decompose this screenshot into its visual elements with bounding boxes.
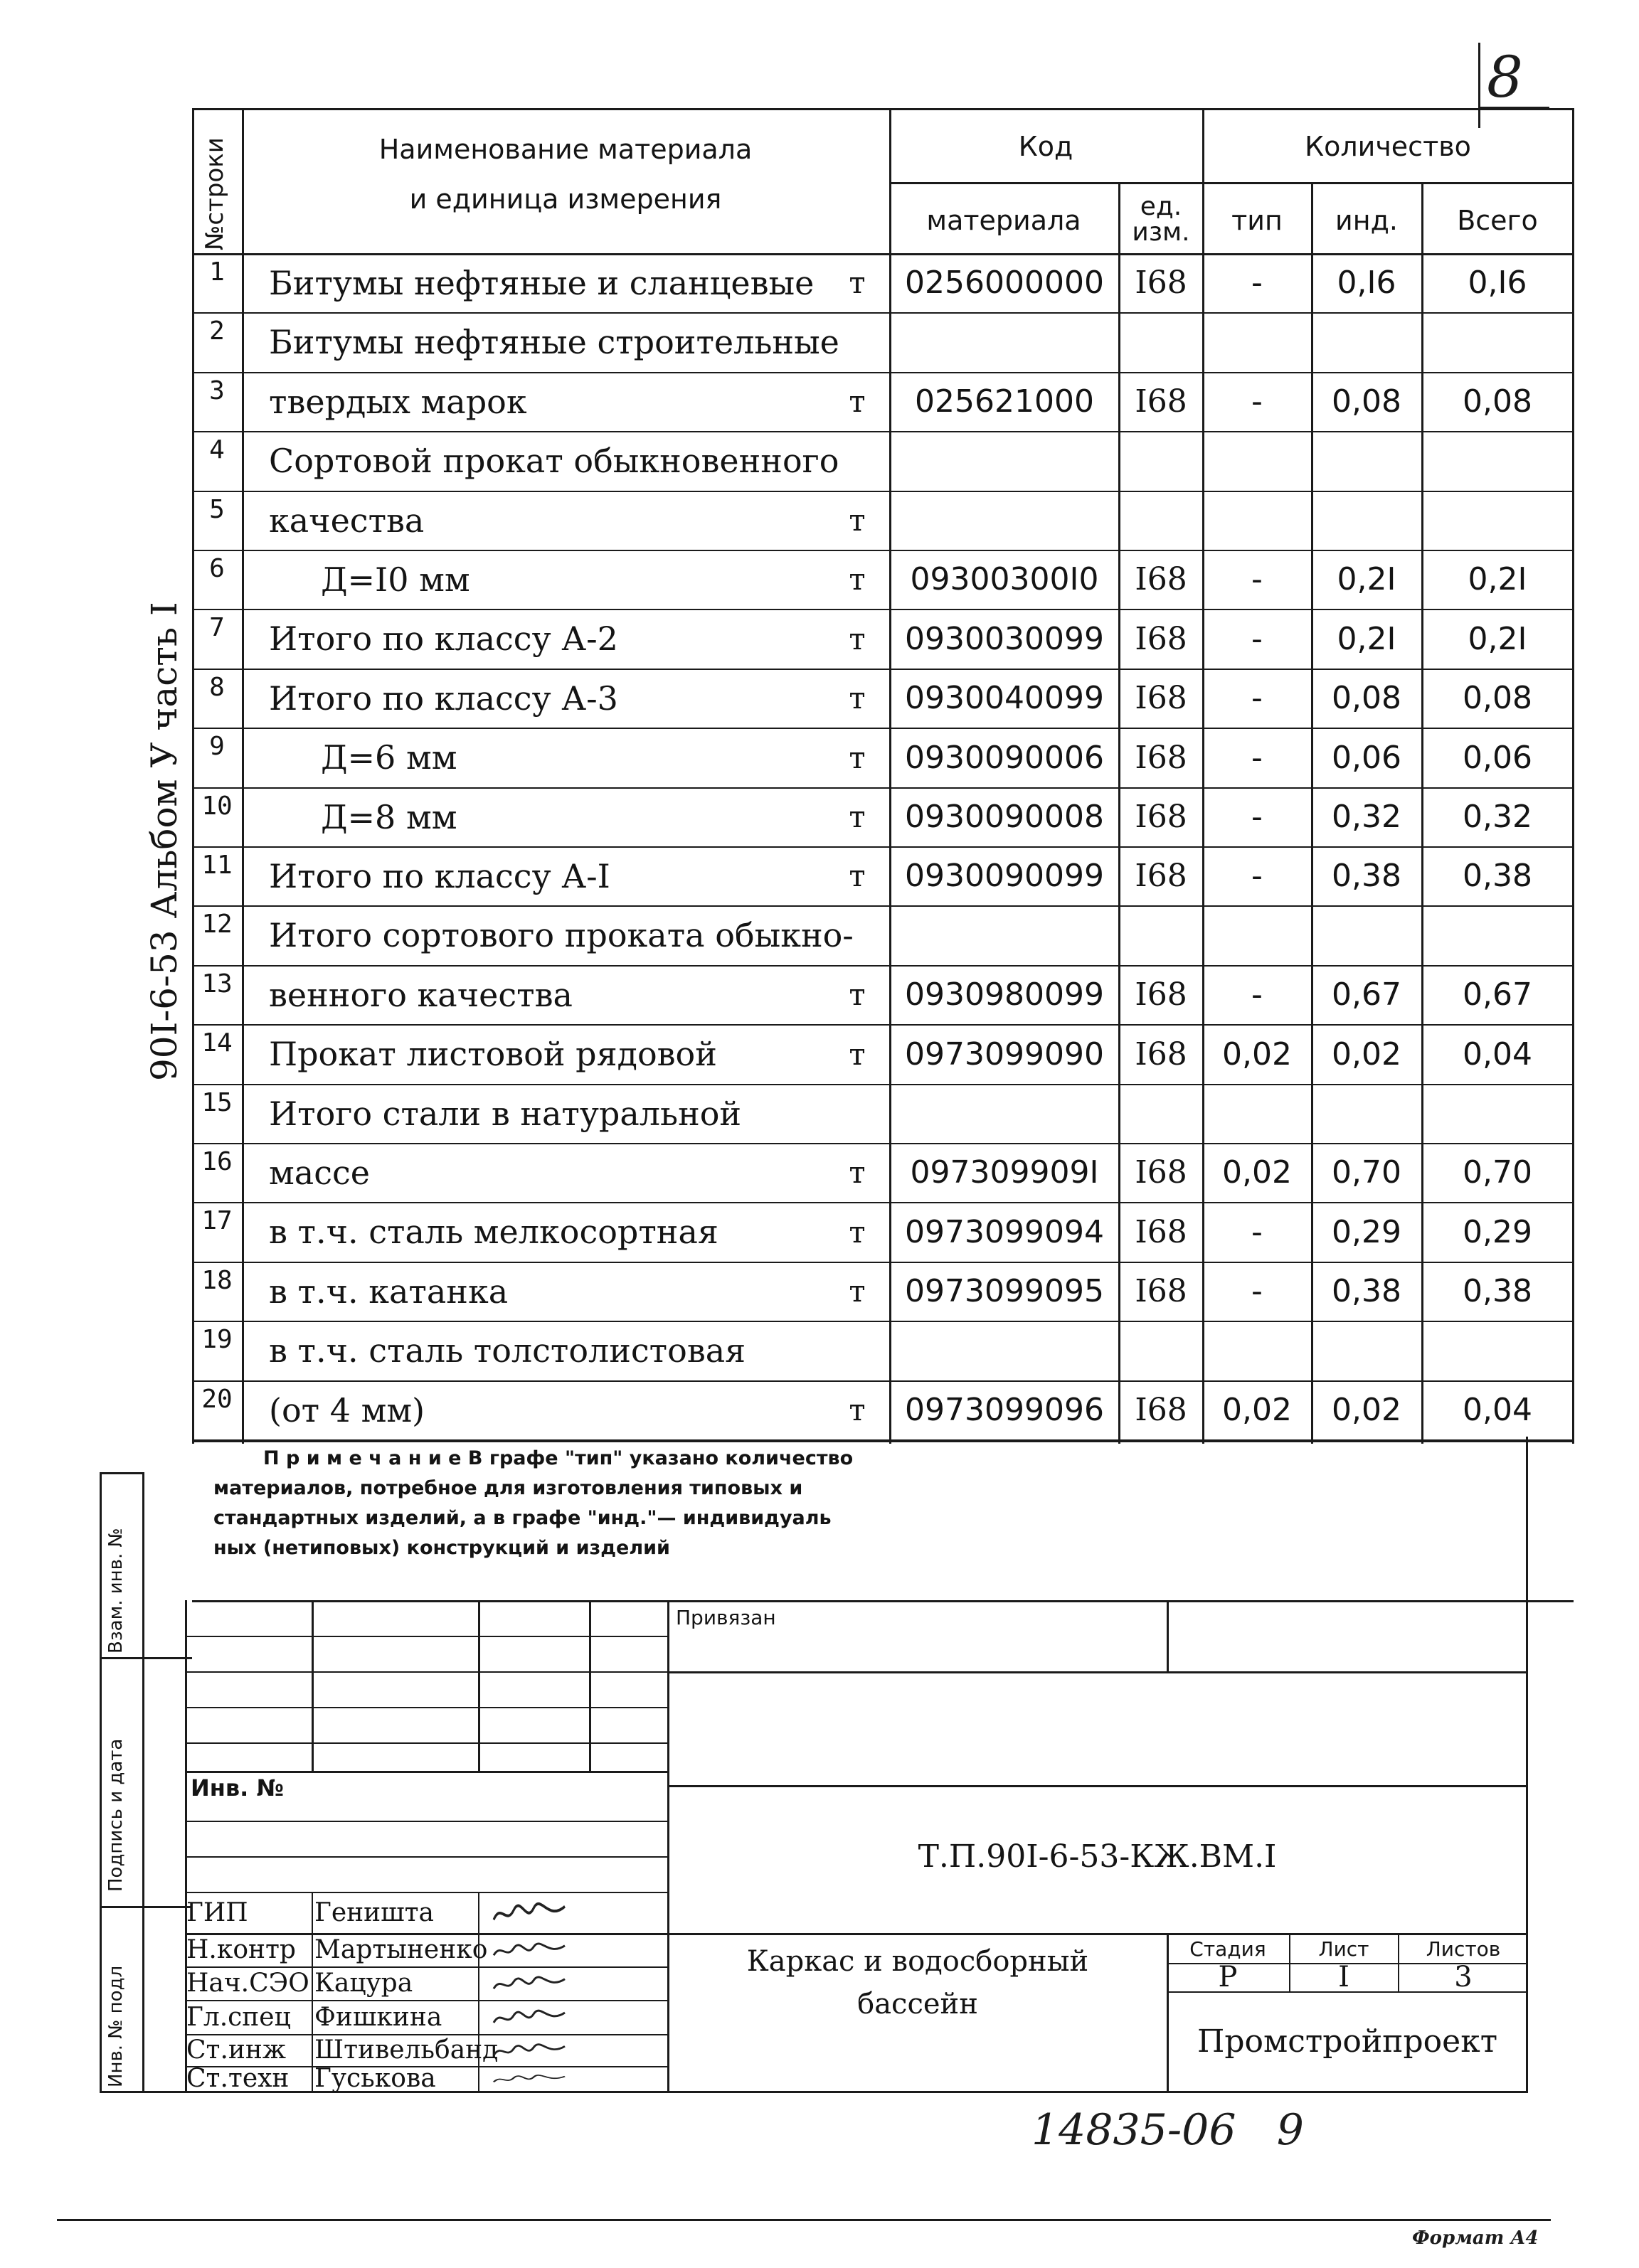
unit-code: I68 [1135, 680, 1187, 716]
unit-code [1120, 314, 1202, 371]
qty-type: - [1251, 976, 1263, 1013]
unit: т [849, 1155, 866, 1190]
qty-type: - [1251, 799, 1263, 835]
unit: т [849, 1214, 866, 1250]
doc-code: Т.П.90I-6-53-КЖ.ВМ.I [918, 1838, 1277, 1875]
qty-type: - [1251, 739, 1263, 776]
bottom-number: 14835-06 9 [1031, 2105, 1304, 2155]
qty-ind: 0,70 [1332, 1154, 1401, 1191]
unit-code: I68 [1135, 739, 1187, 776]
unit: т [849, 799, 866, 834]
stadiya-value: Р [1218, 1961, 1238, 1993]
unit: т [849, 562, 866, 597]
signature-name: Гуськова [314, 2064, 436, 2093]
unit-code: I68 [1135, 858, 1187, 894]
handwritten-signature [491, 2073, 569, 2085]
unit-code: I68 [1135, 620, 1187, 657]
qty-ind [1313, 1322, 1420, 1379]
material-name: массе [269, 1153, 370, 1192]
row-number: 12 [201, 910, 233, 939]
note [213, 1444, 996, 1563]
header-name-1: Наименование материала [378, 134, 753, 165]
qty-ind: 0,38 [1332, 858, 1401, 894]
material-code [892, 492, 1117, 548]
qty-total: 0,38 [1463, 1273, 1532, 1309]
row-number: 5 [209, 495, 225, 524]
qty-total: 0,06 [1463, 739, 1532, 776]
material-name: в т.ч. катанка [269, 1272, 509, 1311]
material-code [892, 1322, 1117, 1379]
header-row-no: №строки [201, 137, 229, 250]
qty-total: 0,32 [1463, 799, 1532, 835]
handwritten-signature [491, 1899, 569, 1927]
unit: т [849, 1274, 866, 1309]
org-name: Промстройпроект [1197, 2023, 1498, 2060]
material-name: качества [269, 501, 425, 540]
note-line-4: ных (нетиповых) конструкций и изделий [213, 1537, 670, 1559]
header-code: Код [1018, 131, 1073, 162]
title-line-1: Каркас и водосборный [746, 1945, 1089, 1978]
header-code-unit: ед. изм. [1132, 192, 1190, 247]
unit [832, 432, 882, 489]
qty-ind: 0,38 [1332, 1273, 1401, 1309]
qty-total [1423, 492, 1571, 548]
material-name: Итого стали в натуральной [269, 1094, 742, 1133]
unit-code: I68 [1135, 1213, 1187, 1250]
signature-role: Ст.инж [186, 2035, 287, 2065]
qty-type [1204, 492, 1310, 548]
row-number: 2 [209, 316, 225, 346]
qty-type [1204, 1322, 1310, 1379]
material-code: 09300300I0 [910, 561, 1099, 597]
material-code [892, 314, 1117, 371]
row-number: 4 [209, 435, 225, 464]
row-number: 14 [201, 1028, 233, 1058]
unit-code: I68 [1135, 1154, 1187, 1191]
qty-ind: 0,08 [1332, 383, 1401, 420]
row-number: 13 [201, 969, 233, 999]
unit-code [1120, 432, 1202, 489]
row-number: 17 [201, 1206, 233, 1235]
row-number: 8 [209, 673, 225, 702]
qty-type: - [1251, 383, 1263, 420]
qty-total: 0,04 [1463, 1392, 1532, 1428]
material-code: 025621000 [915, 383, 1094, 420]
material-name: (от 4 мм) [269, 1390, 425, 1430]
unit-code: I68 [1135, 383, 1187, 420]
qty-ind [1313, 314, 1420, 371]
material-name: Битумы нефтяные и сланцевые [269, 263, 815, 302]
qty-type: 0,02 [1222, 1392, 1292, 1428]
signature-role: Нач.СЭО [186, 1969, 309, 1998]
material-code: 0930090099 [905, 858, 1104, 894]
qty-type: - [1251, 858, 1263, 894]
row-number: 3 [209, 376, 225, 405]
format-label: Формат А4 [1412, 2227, 1539, 2249]
signature-role: Гл.спец [186, 2002, 291, 2032]
handwritten-signature [491, 2007, 569, 2028]
unit: т [849, 977, 866, 1012]
qty-total: 0,67 [1463, 976, 1532, 1013]
qty-total: 0,2I [1468, 620, 1527, 657]
material-name: в т.ч. сталь толстолистовая [269, 1331, 746, 1370]
unit [832, 314, 882, 371]
unit: т [849, 503, 866, 538]
unit: т [849, 740, 866, 775]
privyazan-label: Привязан [676, 1606, 776, 1629]
material-name: венного качества [269, 975, 573, 1014]
qty-ind [1313, 432, 1420, 489]
qty-type: 0,02 [1222, 1035, 1292, 1072]
qty-total [1423, 432, 1571, 489]
qty-type: - [1251, 620, 1263, 657]
unit-code [1120, 492, 1202, 548]
inv-no-label: Инв. № [191, 1774, 284, 1801]
material-code [892, 432, 1117, 489]
note-line-1: П р и м е ч а н и е В графе "тип" указано количество [263, 1447, 854, 1469]
header-code-material: материала [926, 205, 1081, 236]
unit-code: I68 [1135, 1392, 1187, 1428]
margin-podpis: Подпись и дата [105, 1738, 127, 1892]
qty-ind: 0,32 [1332, 799, 1401, 835]
qty-ind [1313, 1085, 1420, 1141]
material-code: 0930090006 [905, 739, 1104, 776]
unit: т [849, 1393, 866, 1427]
material-name: в т.ч. сталь мелкосортная [269, 1213, 718, 1251]
qty-type: - [1251, 561, 1263, 597]
qty-type [1204, 314, 1310, 371]
listov-value: 3 [1454, 1961, 1473, 1993]
row-number: 16 [201, 1147, 233, 1176]
qty-ind [1313, 492, 1420, 548]
unit-code [1120, 907, 1202, 964]
qty-type [1204, 1085, 1310, 1141]
material-name: твердых марок [269, 382, 527, 421]
side-label: 90I-6-53 Альбом У часть I [144, 602, 185, 1081]
unit-code: I68 [1135, 561, 1187, 597]
signature-name: Кацура [314, 1969, 413, 1998]
qty-total [1423, 1085, 1571, 1141]
header-q-type: тип [1231, 205, 1283, 236]
handwritten-signature [491, 2041, 569, 2060]
material-code: 097309909I [910, 1154, 1099, 1191]
unit-code: I68 [1135, 799, 1187, 835]
handwritten-signature [491, 1974, 569, 1994]
row-number: 20 [201, 1385, 233, 1414]
signature-name: Фишкина [314, 2002, 442, 2032]
row-number: 7 [209, 613, 225, 642]
row-number: 11 [201, 851, 233, 880]
note-line-3: стандартных изделий, а в графе "инд."— индивидуаль [213, 1507, 832, 1529]
qty-ind: 0,29 [1332, 1213, 1401, 1250]
material-code [892, 907, 1117, 964]
row-number: 9 [209, 732, 225, 761]
unit-code: I68 [1135, 265, 1187, 301]
unit: т [849, 1036, 866, 1072]
qty-type [1204, 432, 1310, 489]
row-number: 18 [201, 1266, 233, 1295]
qty-ind: 0,02 [1332, 1035, 1401, 1072]
material-code: 0930980099 [905, 976, 1104, 1013]
unit: т [849, 681, 866, 715]
qty-total: 0,70 [1463, 1154, 1532, 1191]
signature-role: ГИП [186, 1897, 248, 1927]
qty-total: 0,04 [1463, 1035, 1532, 1072]
material-code: 0256000000 [905, 265, 1104, 301]
row-number: 10 [201, 792, 233, 821]
material-name: Д=8 мм [269, 797, 457, 836]
margin-inv-podl: Инв. № подл [105, 1965, 127, 2087]
material-name: Итого по классу А-3 [269, 678, 618, 718]
qty-ind: 0,08 [1332, 680, 1401, 716]
qty-total: 0,29 [1463, 1213, 1532, 1250]
qty-type: - [1251, 265, 1263, 301]
unit: т [849, 384, 866, 419]
qty-total: 0,38 [1463, 858, 1532, 894]
material-code: 0973099096 [905, 1392, 1104, 1428]
stadiya-label: Стадия [1189, 1937, 1266, 1961]
note-line-2: материалов, потребное для изготовления типовых и [213, 1477, 803, 1499]
unit-code [1120, 1085, 1202, 1141]
margin-vzam: Взам. инв. № [105, 1528, 127, 1654]
material-code: 0930090008 [905, 799, 1104, 835]
qty-ind: 0,I6 [1337, 265, 1396, 301]
unit-code: I68 [1135, 1273, 1187, 1309]
qty-ind: 0,02 [1332, 1392, 1401, 1428]
signature-role: Н.контр [186, 1935, 296, 1964]
material-name: Сортовой прокат обыкновенного [269, 442, 839, 480]
signature-name: Штивельбанд [314, 2035, 499, 2065]
material-name: Прокат листовой рядовой [269, 1035, 717, 1073]
row-number: 1 [209, 257, 225, 287]
title-line-2: бассейн [857, 1988, 978, 2021]
unit [832, 1085, 882, 1141]
unit-code: I68 [1135, 1035, 1187, 1072]
qty-ind: 0,2I [1337, 620, 1396, 657]
signature-role: Ст.техн [186, 2064, 290, 2093]
qty-type: - [1251, 1273, 1263, 1309]
unit: т [849, 621, 866, 656]
row-number: 15 [201, 1088, 233, 1117]
material-code [892, 1085, 1117, 1141]
unit [832, 1322, 882, 1379]
header-q-ind: инд. [1335, 205, 1398, 236]
material-name: Д=6 мм [269, 738, 457, 777]
unit: т [849, 265, 866, 300]
qty-total: 0,08 [1463, 383, 1532, 420]
unit-code: I68 [1135, 976, 1187, 1013]
listov-label: Листов [1426, 1937, 1501, 1961]
handwritten-signature [491, 1940, 569, 1961]
unit [832, 907, 882, 964]
signature-name: Геништа [314, 1897, 434, 1927]
material-code: 0930040099 [905, 680, 1104, 716]
row-number: 6 [209, 554, 225, 583]
material-name: Итого по классу А-2 [269, 619, 618, 658]
page-number: 8 [1487, 44, 1523, 110]
unit: т [849, 858, 866, 893]
qty-ind: 0,2I [1337, 561, 1396, 597]
list-value: I [1338, 1961, 1349, 1993]
qty-ind: 0,67 [1332, 976, 1401, 1013]
material-code: 0973099094 [905, 1213, 1104, 1250]
qty-total: 0,2I [1468, 561, 1527, 597]
material-code: 0973099090 [905, 1035, 1104, 1072]
qty-ind [1313, 907, 1420, 964]
signature-name: Мартыненко [314, 1935, 488, 1964]
material-name: Битумы нефтяные строительные [269, 323, 839, 361]
material-code: 0973099095 [905, 1273, 1104, 1309]
material-code: 0930030099 [905, 620, 1104, 657]
material-name: Итого по классу А-I [269, 856, 610, 895]
qty-type: - [1251, 1213, 1263, 1250]
header-name-2: и единица измерения [409, 183, 722, 215]
qty-total: 0,08 [1463, 680, 1532, 716]
material-name: Д=I0 мм [269, 560, 470, 599]
qty-total: 0,I6 [1468, 265, 1527, 301]
row-number: 19 [201, 1325, 233, 1354]
qty-total [1423, 1322, 1571, 1379]
qty-type [1204, 907, 1310, 964]
qty-type: - [1251, 680, 1263, 716]
qty-total [1423, 907, 1571, 964]
qty-total [1423, 314, 1571, 371]
unit-code [1120, 1322, 1202, 1379]
material-name: Итого сортового проката обыкно- [269, 916, 854, 954]
qty-ind: 0,06 [1332, 739, 1401, 776]
header-quantity: Количество [1305, 131, 1471, 162]
header-q-total: Всего [1457, 205, 1538, 236]
list-label: Лист [1318, 1937, 1369, 1961]
qty-type: 0,02 [1222, 1154, 1292, 1191]
